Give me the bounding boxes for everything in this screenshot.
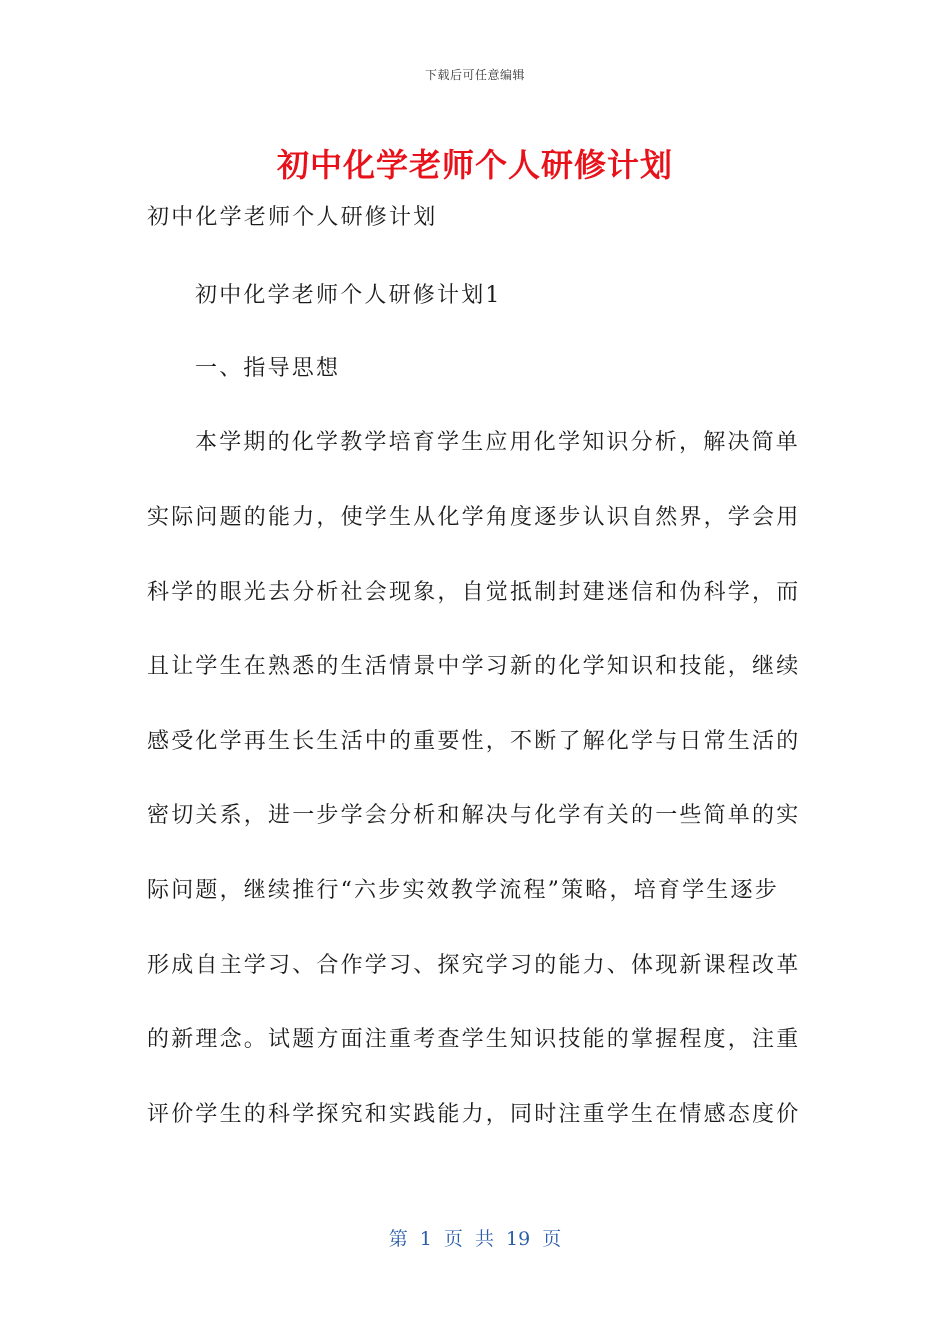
paragraph-line: 本学期的化学教学培育学生应用化学知识分析，解决简单 [195,430,801,455]
document-title: 初中化学老师个人研修计划 [276,146,673,184]
paragraph-line: 评价学生的科学探究和实践能力，同时注重学生在情感态度价 [147,1102,801,1127]
section-heading: 初中化学老师个人研修计划1 [195,283,502,308]
paragraph-line: 形成自主学习、合作学习、探究学习的能力、体现新课程改革 [147,953,801,978]
section-subheading: 一、指导思想 [195,356,341,381]
paragraph-line: 且让学生在熟悉的生活情景中学习新的化学知识和技能，继续 [147,654,801,679]
header-note: 下载后可任意编辑 [424,68,525,82]
paragraph-line: 科学的眼光去分析社会现象，自觉抵制封建迷信和伪科学，而 [147,580,801,605]
document-subtitle: 初中化学老师个人研修计划 [147,205,438,230]
paragraph-line: 际问题，继续推行“六步实效教学流程”策略，培育学生逐步 [147,878,779,903]
paragraph-line: 密切关系，进一步学会分析和解决与化学有关的一些简单的实 [147,803,801,828]
paragraph-line: 的新理念。试题方面注重考查学生知识技能的掌握程度，注重 [147,1027,801,1052]
paragraph-line: 实际问题的能力，使学生从化学角度逐步认识自然界，学会用 [147,505,801,530]
paragraph-line: 感受化学再生长生活中的重要性，不断了解化学与日常生活的 [147,729,801,754]
page-number: 第 1 页 共 19 页 [388,1228,562,1250]
